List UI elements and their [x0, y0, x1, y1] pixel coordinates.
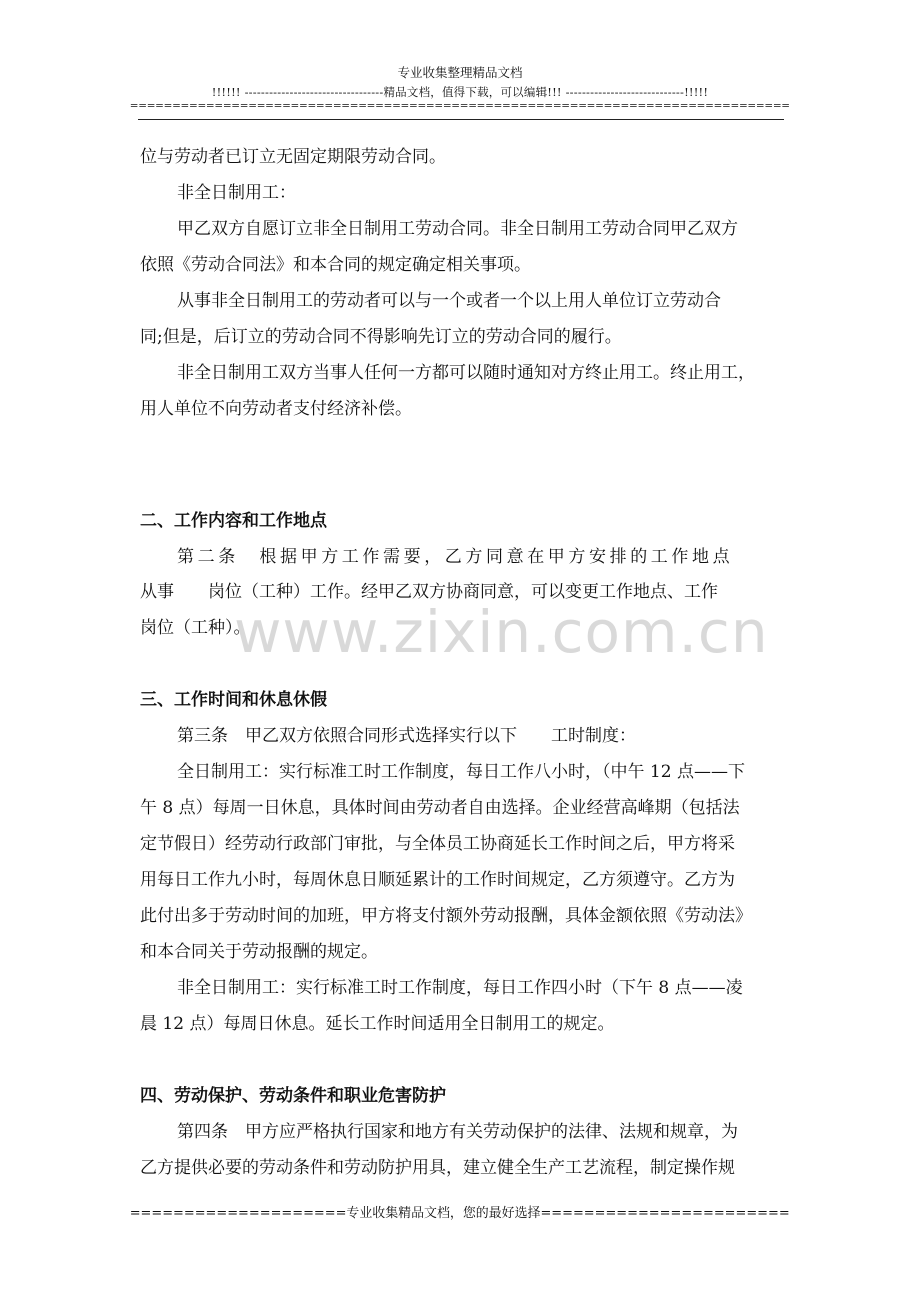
- section-heading: 三、工作时间和休息休假: [140, 690, 327, 710]
- section-heading: 二、工作内容和工作地点: [140, 511, 327, 531]
- paragraph-line: 乙方提供必要的劳动条件和劳动防护用具，建立健全生产工艺流程，制定操作规: [140, 1158, 735, 1178]
- paragraph-line: 非全日制用工：: [177, 183, 296, 203]
- paragraph-line: 从事 岗位（工种）工作。经甲乙双方协商同意，可以变更工作地点、工作: [140, 582, 718, 602]
- paragraph-line: 从事非全日制用工的劳动者可以与一个或者一个以上用人单位订立劳动合: [177, 291, 721, 311]
- paragraph-line: 第二条 根据甲方工作需要，乙方同意在甲方安排的工作地点: [177, 547, 734, 567]
- paragraph-line: 定节假日）经劳动行政部门审批，与全体员工协商延长工作时间之后，甲方将采: [140, 834, 735, 854]
- paragraph-line: 甲乙双方自愿订立非全日制用工劳动合同。非全日制用工劳动合同甲乙双方: [177, 219, 738, 239]
- paragraph-line: 晨 12 点）每周日休息。延长工作时间适用全日制用工的规定。: [140, 1014, 615, 1034]
- header-banner: !!!!!! ----------------------------------精品文档，值得下载，可以编辑!!! -----------------------------!!!!!: [211, 85, 709, 99]
- paragraph-line: 非全日制用工：实行标准工时工作制度，每日工作四小时（下午 8 点——凌: [177, 978, 743, 998]
- watermark: www.zixin.com.cn: [234, 598, 769, 666]
- paragraph-line: 此付出多于劳动时间的加班，甲方将支付额外劳动报酬，具体金额依照《劳动法》: [140, 906, 752, 926]
- header-separator: ==============================================================================: [130, 99, 790, 112]
- paragraph-line: 岗位（工种）。: [140, 618, 251, 638]
- paragraph-line: 依照《劳动合同法》和本合同的规定确定相关事项。: [140, 255, 531, 275]
- paragraph-line: 第四条 甲方应严格执行国家和地方有关劳动保护的法律、法规和规章，为: [177, 1122, 738, 1142]
- header-title: 专业收集整理精品文档: [397, 65, 523, 80]
- paragraph-line: 位与劳动者已订立无固定期限劳动合同。: [140, 147, 446, 167]
- footer-banner: ====================专业收集精品文档，您的最好选择=======================: [129, 1206, 790, 1221]
- paragraph-line: 第三条 甲乙双方依照合同形式选择实行以下 工时制度：: [177, 726, 636, 746]
- paragraph-line: 全日制用工：实行标准工时工作制度，每日工作八小时，（中午 12 点——下: [177, 762, 745, 782]
- section-heading: 四、劳动保护、劳动条件和职业危害防护: [140, 1086, 446, 1106]
- paragraph-line: 非全日制用工双方当事人任何一方都可以随时通知对方终止用工。终止用工，: [177, 363, 755, 383]
- paragraph-line: 用每日工作九小时，每周休息日顺延累计的工作时间规定，乙方须遵守。乙方为: [140, 870, 735, 890]
- paragraph-line: 同;但是，后订立的劳动合同不得影响先订立的劳动合同的履行。: [140, 327, 622, 347]
- paragraph-line: 用人单位不向劳动者支付经济补偿。: [140, 399, 412, 419]
- paragraph-line: 和本合同关于劳动报酬的规定。: [140, 942, 378, 962]
- paragraph-line: 午 8 点）每周一日休息，具体时间由劳动者自由选择。企业经营高峰期（包括法: [140, 798, 740, 818]
- header-rule: [138, 119, 784, 120]
